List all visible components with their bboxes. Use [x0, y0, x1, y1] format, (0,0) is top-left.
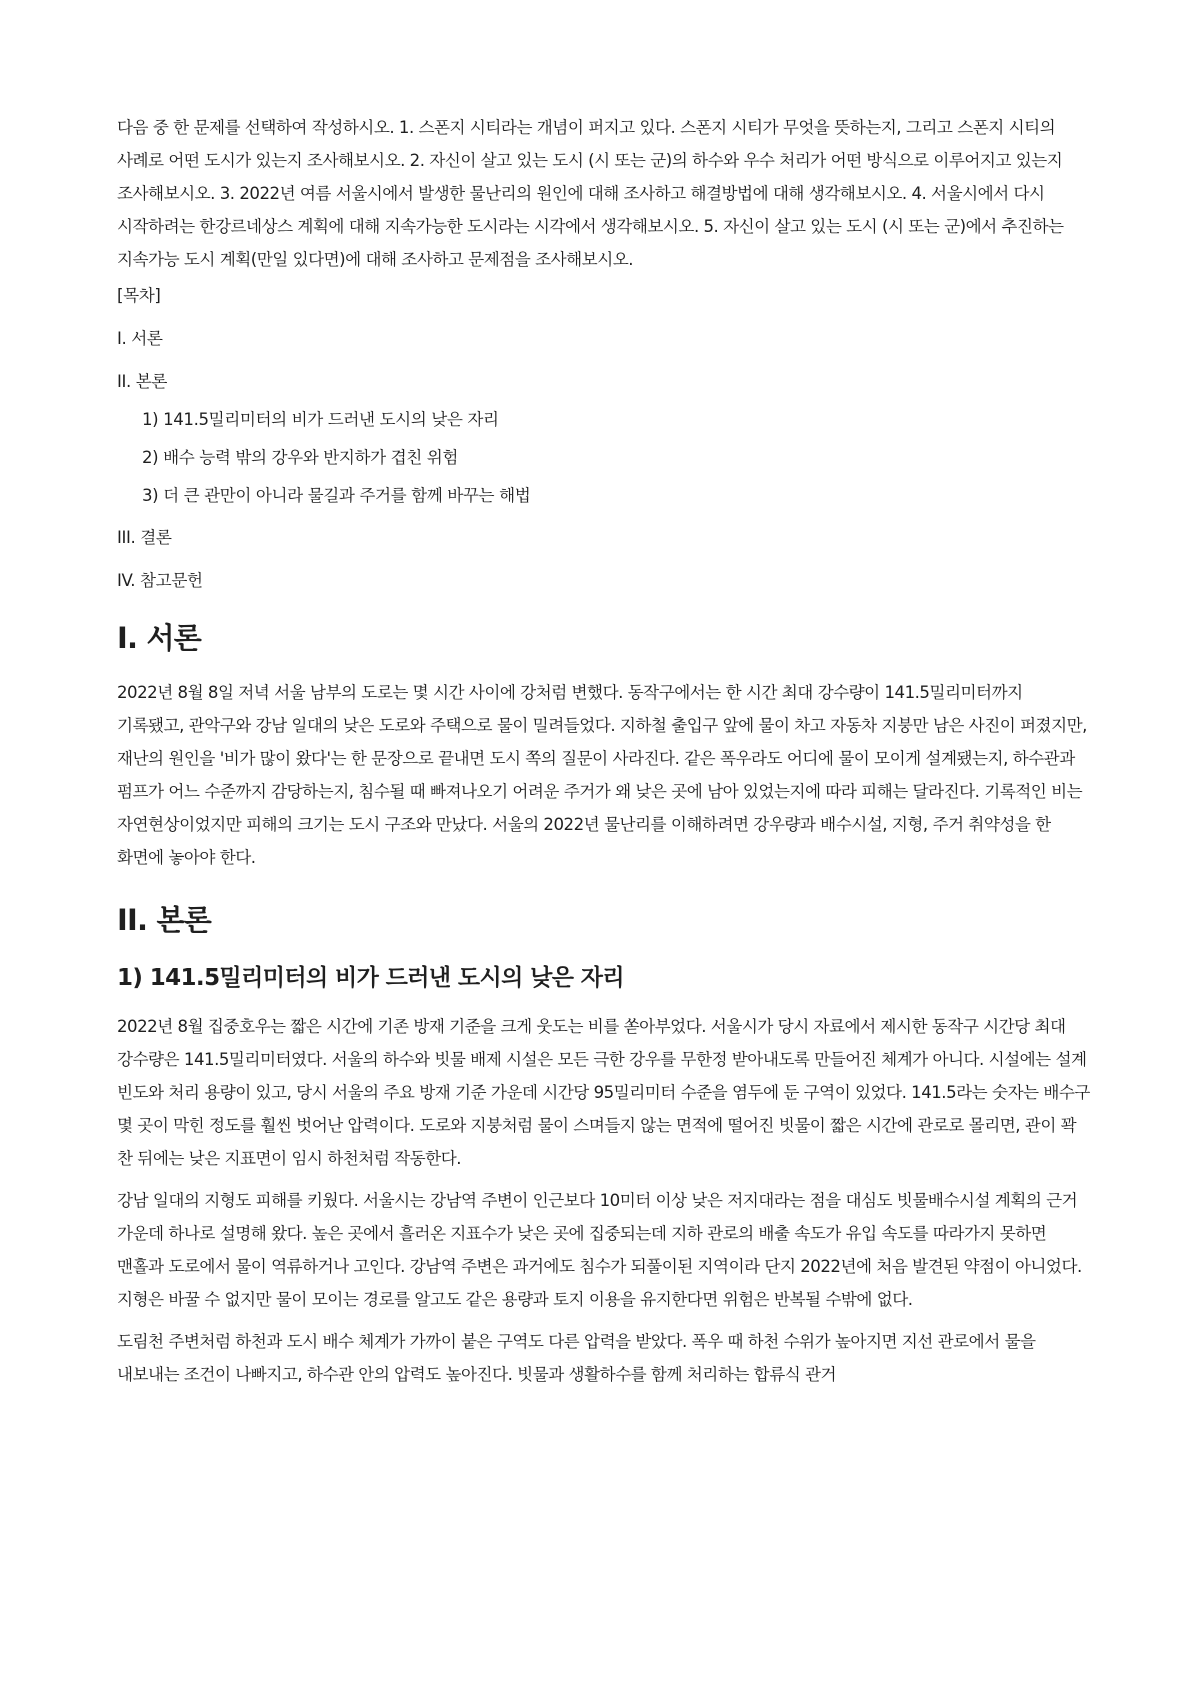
- toc-item-conclusion: III. 결론: [117, 528, 172, 547]
- toc-subitem-1: 1) 141.5밀리미터의 비가 드러낸 도시의 낮은 자리: [142, 410, 499, 429]
- intro-paragraph: 2022년 8월 8일 저녁 서울 남부의 도로는 몇 시간 사이에 강처럼 변했다. 동작구에서는 한 시간 최대 강수량이 141.5밀리미터까지 기록됐고, 관악구와 강남 일대의 낮은 도로와 주택으로 물이 밀려들었다. 지하철 출입구 앞에 물이 차고 자동차 지붕만 남은 사진이 퍼졌지만, 재난의 원인을 '비가 많이 왔다'는 한 문장으로 끝내면 도시 쪽의 질문이 사라진다. 같은 폭우라도 어디에 물이 모이게 설계됐는지, 하수관과 펌프가 어느 수준까지 감당하는지, 침수될 때 빠져나오기 어려운 주거가 왜 낮은 곳에 남아 있었는지에 따라 피해는 달라진다. 기록적인 비는 자연현상이었지만 피해의 크기는 도시 구조와 만났다. 서울의 2022년 물난리를 이해하려면 강우량과 배수시설, 지형, 주거 취약성을 한 화면에 놓아야 한다.: [117, 683, 1087, 867]
- toc-item-body: II. 본론: [117, 372, 167, 391]
- toc-item-references: IV. 참고문헌: [117, 571, 203, 590]
- toc-label: [목차]: [117, 286, 161, 305]
- subsection-heading-1: 1) 141.5밀리미터의 비가 드러낸 도시의 낮은 자리: [117, 965, 625, 991]
- section-heading-body: II. 본론: [117, 903, 211, 937]
- body-paragraph-1: 2022년 8월 집중호우는 짧은 시간에 기존 방재 기준을 크게 웃도는 비를 쏟아부었다. 서울시가 당시 자료에서 제시한 동작구 시간당 최대 강수량은 141.5밀리미터였다. 서울의 하수와 빗물 배제 시설은 모든 극한 강우를 무한정 받아내도록 만들어진 체계가 아니다. 시설에는 설계 빈도와 처리 용량이 있고, 당시 서울의 주요 방재 기준 가운데 시간당 95밀리미터 수준을 염두에 둔 구역이 있었다. 141.5라는 숫자는 배수구 몇 곳이 막힌 정도를 훨씬 벗어난 압력이다. 도로와 지붕처럼 물이 스며들지 않는 면적에 떨어진 빗물이 짧은 시간에 관로로 몰리면, 관이 꽉 찬 뒤에는 낮은 지표면이 임시 하천처럼 작동한다.: [117, 1017, 1090, 1168]
- body-paragraph-3: 도림천 주변처럼 하천과 도시 배수 체계가 가까이 붙은 구역도 다른 압력을 받았다. 폭우 때 하천 수위가 높아지면 지선 관로에서 물을 내보내는 조건이 나빠지고, 하수관 안의 압력도 높아진다. 빗물과 생활하수를 함께 처리하는 합류식 관거: [117, 1332, 1036, 1384]
- toc-subitem-3: 3) 더 큰 관만이 아니라 물길과 주거를 함께 바꾸는 해법: [142, 486, 531, 505]
- body-paragraph-2: 강남 일대의 지형도 피해를 키웠다. 서울시는 강남역 주변이 인근보다 10미터 이상 낮은 저지대라는 점을 대심도 빗물배수시설 계획의 근거 가운데 하나로 설명해 왔다. 높은 곳에서 흘러온 지표수가 낮은 곳에 집중되는데 지하 관로의 배출 속도가 유입 속도를 따라가지 못하면 맨홀과 도로에서 물이 역류하거나 고인다. 강남역 주변은 과거에도 침수가 되풀이된 지역이라 단지 2022년에 처음 발견된 약점이 아니었다. 지형은 바꿀 수 없지만 물이 모이는 경로를 알고도 같은 용량과 토지 이용을 유지한다면 위험은 반복될 수밖에 없다.: [117, 1191, 1082, 1309]
- toc-subitem-2: 2) 배수 능력 밖의 강우와 반지하가 겹친 위험: [142, 448, 459, 467]
- assignment-prompt: 다음 중 한 문제를 선택하여 작성하시오. 1. 스폰지 시티라는 개념이 퍼지고 있다. 스폰지 시티가 무엇을 뜻하는지, 그리고 스폰지 시티의 사례로 어떤 도시가 있는지 조사해보시오. 2. 자신이 살고 있는 도시 (시 또는 군)의 하수와 우수 처리가 어떤 방식으로 이루어지고 있는지 조사해보시오. 3. 2022년 여름 서울시에서 발생한 물난리의 원인에 대해 조사하고 해결방법에 대해 생각해보시오. 4. 서울시에서 다시 시작하려는 한강르네상스 계획에 대해 지속가능한 도시라는 시각에서 생각해보시오. 5. 자신이 살고 있는 도시 (시 또는 군)에서 추진하는 지속가능 도시 계획(만일 있다면)에 대해 조사하고 문제점을 조사해보시오.: [117, 118, 1064, 269]
- section-heading-intro: I. 서론: [117, 621, 201, 655]
- table-of-contents: [117, 285, 1090, 592]
- toc-item-intro: I. 서론: [117, 329, 163, 348]
